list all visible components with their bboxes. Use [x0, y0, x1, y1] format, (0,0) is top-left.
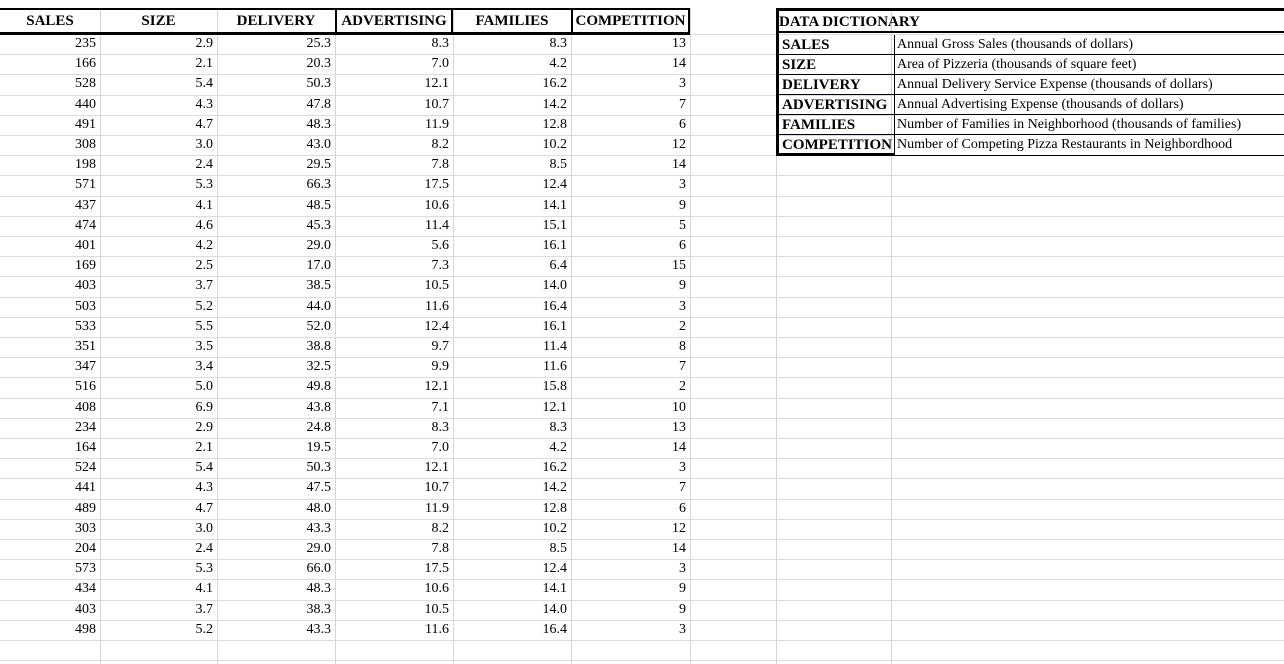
cell-families[interactable]: 16.4	[542, 299, 567, 314]
dictionary-definition[interactable]: Area of Pizzeria (thousands of square feet)	[894, 55, 1284, 75]
cell-competition[interactable]: 13	[672, 420, 686, 435]
cell-size[interactable]: 5.2	[195, 622, 213, 637]
cell-families[interactable]: 12.1	[542, 400, 567, 415]
cell-competition[interactable]: 5	[679, 218, 686, 233]
cell-size[interactable]: 3.0	[195, 137, 213, 152]
table-row	[0, 297, 690, 316]
cell-sales[interactable]: 498	[75, 622, 96, 637]
cell-advertising[interactable]: 8.2	[431, 521, 449, 536]
table-row	[0, 135, 690, 154]
cell-families[interactable]: 14.0	[542, 278, 567, 293]
cell-competition[interactable]: 7	[679, 480, 686, 495]
cell-delivery[interactable]: 29.0	[306, 541, 331, 556]
dictionary-entry	[779, 55, 1284, 75]
cell-competition[interactable]: 6	[679, 117, 686, 132]
cell-advertising[interactable]: 9.7	[431, 339, 449, 354]
column-header-row	[0, 8, 690, 35]
cell-delivery[interactable]: 32.5	[306, 359, 331, 374]
cell-competition[interactable]: 9	[679, 278, 686, 293]
cell-size[interactable]: 3.4	[195, 359, 213, 374]
cell-size[interactable]: 4.3	[195, 480, 213, 495]
cell-size[interactable]: 5.0	[195, 379, 213, 394]
column-header-sales[interactable]: SALES	[26, 13, 74, 29]
table-row	[0, 418, 690, 437]
table-row	[0, 478, 690, 497]
cell-advertising[interactable]: 10.5	[424, 278, 449, 293]
cell-families[interactable]: 4.2	[549, 440, 567, 455]
dictionary-entry	[779, 95, 1284, 115]
grid-row-line	[0, 640, 1284, 641]
cell-competition[interactable]: 3	[679, 561, 686, 576]
cell-competition[interactable]: 14	[672, 440, 686, 455]
table-row	[0, 196, 690, 215]
cell-size[interactable]: 4.3	[195, 97, 213, 112]
column-header-delivery[interactable]: DELIVERY	[236, 13, 316, 29]
cell-advertising[interactable]: 7.8	[431, 541, 449, 556]
cell-size[interactable]: 5.5	[195, 319, 213, 334]
cell-sales[interactable]: 524	[75, 460, 96, 475]
cell-sales[interactable]: 234	[75, 420, 96, 435]
cell-families[interactable]: 12.8	[542, 117, 567, 132]
dictionary-term[interactable]: DELIVERY	[782, 77, 861, 93]
cell-sales[interactable]: 474	[75, 218, 96, 233]
cell-advertising[interactable]: 7.1	[431, 400, 449, 415]
cell-delivery[interactable]: 49.8	[306, 379, 331, 394]
cell-families[interactable]: 11.6	[543, 359, 567, 374]
table-row	[0, 256, 690, 275]
cell-sales[interactable]: 351	[75, 339, 96, 354]
cell-delivery[interactable]: 52.0	[306, 319, 331, 334]
cell-delivery[interactable]: 47.8	[306, 97, 331, 112]
cell-size[interactable]: 4.7	[195, 501, 213, 516]
cell-advertising[interactable]: 8.3	[431, 420, 449, 435]
cell-size[interactable]: 3.7	[195, 278, 213, 293]
cell-delivery[interactable]: 29.0	[306, 238, 331, 253]
cell-delivery[interactable]: 25.3	[306, 36, 331, 51]
cell-sales[interactable]: 489	[75, 501, 96, 516]
cell-advertising[interactable]: 10.6	[424, 581, 449, 596]
cell-delivery[interactable]: 66.3	[306, 177, 331, 192]
table-row	[0, 34, 690, 53]
dictionary-term[interactable]: SIZE	[782, 57, 817, 73]
cell-advertising[interactable]: 11.9	[425, 501, 449, 516]
column-header-families[interactable]: FAMILIES	[475, 13, 549, 29]
cell-sales[interactable]: 403	[75, 278, 96, 293]
cell-families[interactable]: 8.3	[549, 36, 567, 51]
cell-families[interactable]: 14.1	[542, 581, 567, 596]
cell-delivery[interactable]: 47.5	[306, 480, 331, 495]
cell-sales[interactable]: 571	[75, 177, 96, 192]
cell-sales[interactable]: 166	[75, 56, 96, 71]
cell-advertising[interactable]: 12.1	[424, 76, 449, 91]
cell-sales[interactable]: 573	[75, 561, 96, 576]
cell-advertising[interactable]: 10.5	[424, 602, 449, 617]
cell-families[interactable]: 10.2	[542, 521, 567, 536]
cell-delivery[interactable]: 20.3	[306, 56, 331, 71]
cell-delivery[interactable]: 38.5	[306, 278, 331, 293]
cell-sales[interactable]: 198	[75, 157, 96, 172]
cell-advertising[interactable]: 7.8	[431, 157, 449, 172]
cell-families[interactable]: 6.4	[549, 258, 567, 273]
cell-delivery[interactable]: 43.3	[306, 521, 331, 536]
cell-families[interactable]: 8.5	[549, 157, 567, 172]
cell-competition[interactable]: 7	[679, 359, 686, 374]
cell-sales[interactable]: 434	[75, 581, 96, 596]
cell-delivery[interactable]: 38.3	[306, 602, 331, 617]
dictionary-term[interactable]: SALES	[782, 37, 830, 53]
cell-sales[interactable]: 491	[75, 117, 96, 132]
cell-competition[interactable]: 12	[672, 137, 686, 152]
cell-size[interactable]: 5.4	[195, 76, 213, 91]
dictionary-definition[interactable]: Number of Competing Pizza Restaurants in Neighbordhood	[894, 135, 1284, 155]
cell-delivery[interactable]: 44.0	[306, 299, 331, 314]
cell-advertising[interactable]: 11.9	[425, 117, 449, 132]
cell-sales[interactable]: 164	[75, 440, 96, 455]
cell-competition[interactable]: 3	[679, 622, 686, 637]
cell-size[interactable]: 4.1	[195, 581, 213, 596]
dictionary-definition[interactable]: Annual Advertising Expense (thousands of dollars)	[894, 95, 1284, 115]
table-row	[0, 74, 690, 93]
cell-advertising[interactable]: 8.2	[431, 137, 449, 152]
cell-sales[interactable]: 503	[75, 299, 96, 314]
table-row	[0, 357, 690, 376]
cell-delivery[interactable]: 24.8	[306, 420, 331, 435]
cell-families[interactable]: 16.1	[542, 319, 567, 334]
cell-competition[interactable]: 12	[672, 521, 686, 536]
table-row	[0, 458, 690, 477]
table-row	[0, 499, 690, 518]
cell-advertising[interactable]: 17.5	[424, 177, 449, 192]
table-row	[0, 276, 690, 295]
cell-size[interactable]: 2.1	[195, 56, 213, 71]
cell-families[interactable]: 16.2	[542, 460, 567, 475]
data-dictionary-box	[776, 8, 1284, 156]
dictionary-term[interactable]: COMPETITION	[782, 137, 893, 153]
table-row	[0, 398, 690, 417]
cell-families[interactable]: 14.2	[542, 480, 567, 495]
dictionary-entry	[779, 115, 1284, 135]
cell-families[interactable]: 16.1	[542, 238, 567, 253]
cell-delivery[interactable]: 19.5	[306, 440, 331, 455]
cell-size[interactable]: 5.3	[195, 177, 213, 192]
cell-size[interactable]: 2.9	[195, 420, 213, 435]
cell-competition[interactable]: 14	[672, 157, 686, 172]
cell-advertising[interactable]: 10.7	[424, 97, 449, 112]
column-header-advertising[interactable]: ADVERTISING	[335, 10, 453, 32]
cell-families[interactable]: 10.2	[542, 137, 567, 152]
table-row	[0, 539, 690, 558]
dictionary-term[interactable]: ADVERTISING	[782, 97, 888, 113]
cell-size[interactable]: 2.4	[195, 541, 213, 556]
cell-advertising[interactable]: 17.5	[424, 561, 449, 576]
cell-delivery[interactable]: 17.0	[306, 258, 331, 273]
dictionary-entry	[779, 75, 1284, 95]
cell-size[interactable]: 6.9	[195, 400, 213, 415]
cell-families[interactable]: 14.1	[542, 198, 567, 213]
cell-families[interactable]: 12.4	[542, 177, 567, 192]
cell-sales[interactable]: 169	[75, 258, 96, 273]
cell-size[interactable]: 4.6	[195, 218, 213, 233]
cell-competition[interactable]: 13	[672, 36, 686, 51]
table-row	[0, 216, 690, 235]
cell-competition[interactable]: 14	[672, 541, 686, 556]
cell-sales[interactable]: 235	[75, 36, 96, 51]
cell-competition[interactable]: 14	[672, 56, 686, 71]
table-row	[0, 95, 690, 114]
cell-size[interactable]: 2.9	[195, 36, 213, 51]
cell-competition[interactable]: 2	[679, 379, 686, 394]
cell-size[interactable]: 5.4	[195, 460, 213, 475]
cell-advertising[interactable]: 12.1	[424, 379, 449, 394]
cell-size[interactable]: 4.2	[195, 238, 213, 253]
cell-competition[interactable]: 15	[672, 258, 686, 273]
cell-sales[interactable]: 408	[75, 400, 96, 415]
cell-advertising[interactable]: 11.4	[425, 218, 449, 233]
cell-families[interactable]: 15.8	[542, 379, 567, 394]
table-row	[0, 155, 690, 174]
cell-competition[interactable]: 3	[679, 76, 686, 91]
dictionary-entry	[779, 35, 1284, 55]
data-dictionary-title: DATA DICTIONARY	[779, 14, 921, 30]
cell-advertising[interactable]: 11.6	[425, 299, 449, 314]
table-row	[0, 236, 690, 255]
dictionary-definition[interactable]: Annual Delivery Service Expense (thousands of dollars)	[894, 75, 1284, 95]
table-row	[0, 600, 690, 619]
cell-sales[interactable]: 204	[75, 541, 96, 556]
dictionary-definition[interactable]: Annual Gross Sales (thousands of dollars)	[894, 35, 1284, 55]
column-header-size[interactable]: SIZE	[141, 13, 176, 29]
cell-size[interactable]: 2.5	[195, 258, 213, 273]
cell-sales[interactable]: 347	[75, 359, 96, 374]
table-row	[0, 377, 690, 396]
cell-families[interactable]: 8.3	[549, 420, 567, 435]
cell-delivery[interactable]: 50.3	[306, 460, 331, 475]
cell-families[interactable]: 4.2	[549, 56, 567, 71]
cell-advertising[interactable]: 7.0	[431, 440, 449, 455]
cell-sales[interactable]: 516	[75, 379, 96, 394]
cell-size[interactable]: 3.0	[195, 521, 213, 536]
cell-size[interactable]: 3.5	[195, 339, 213, 354]
cell-delivery[interactable]: 50.3	[306, 76, 331, 91]
grid-row-line	[0, 660, 1284, 661]
cell-advertising[interactable]: 12.1	[424, 460, 449, 475]
cell-delivery[interactable]: 66.0	[306, 561, 331, 576]
cell-families[interactable]: 15.1	[542, 218, 567, 233]
cell-families[interactable]: 14.0	[542, 602, 567, 617]
cell-sales[interactable]: 528	[75, 76, 96, 91]
table-row	[0, 115, 690, 134]
cell-size[interactable]: 4.7	[195, 117, 213, 132]
cell-size[interactable]: 5.2	[195, 299, 213, 314]
table-row	[0, 438, 690, 457]
cell-delivery[interactable]: 48.0	[306, 501, 331, 516]
cell-size[interactable]: 2.1	[195, 440, 213, 455]
cell-delivery[interactable]: 48.3	[306, 117, 331, 132]
table-row	[0, 54, 690, 73]
cell-delivery[interactable]: 43.3	[306, 622, 331, 637]
cell-competition[interactable]: 9	[679, 581, 686, 596]
table-row	[0, 579, 690, 598]
cell-sales[interactable]: 440	[75, 97, 96, 112]
cell-sales[interactable]: 437	[75, 198, 96, 213]
grid-column-line	[690, 8, 691, 664]
cell-delivery[interactable]: 43.0	[306, 137, 331, 152]
cell-delivery[interactable]: 45.3	[306, 218, 331, 233]
cell-families[interactable]: 14.2	[542, 97, 567, 112]
cell-delivery[interactable]: 38.8	[306, 339, 331, 354]
dictionary-definition[interactable]: Number of Families in Neighborhood (thousands of families)	[894, 115, 1284, 135]
cell-delivery[interactable]: 48.3	[306, 581, 331, 596]
cell-advertising[interactable]: 7.3	[431, 258, 449, 273]
cell-advertising[interactable]: 11.6	[425, 622, 449, 637]
cell-families[interactable]: 16.4	[542, 622, 567, 637]
cell-competition[interactable]: 9	[679, 198, 686, 213]
cell-delivery[interactable]: 48.5	[306, 198, 331, 213]
cell-competition[interactable]: 10	[672, 400, 686, 415]
dictionary-term[interactable]: FAMILIES	[782, 117, 856, 133]
cell-size[interactable]: 5.3	[195, 561, 213, 576]
table-row	[0, 317, 690, 336]
table-row	[0, 620, 690, 639]
cell-sales[interactable]: 441	[75, 480, 96, 495]
cell-families[interactable]: 8.5	[549, 541, 567, 556]
table-row	[0, 175, 690, 194]
cell-competition[interactable]: 8	[679, 339, 686, 354]
table-row	[0, 559, 690, 578]
cell-size[interactable]: 2.4	[195, 157, 213, 172]
cell-families[interactable]: 11.4	[543, 339, 567, 354]
cell-advertising[interactable]: 8.3	[431, 36, 449, 51]
cell-advertising[interactable]: 10.6	[424, 198, 449, 213]
table-row	[0, 519, 690, 538]
cell-competition[interactable]: 6	[679, 501, 686, 516]
cell-sales[interactable]: 403	[75, 602, 96, 617]
column-header-competition[interactable]: COMPETITION	[571, 10, 690, 32]
cell-sales[interactable]: 401	[75, 238, 96, 253]
cell-competition[interactable]: 3	[679, 460, 686, 475]
cell-competition[interactable]: 6	[679, 238, 686, 253]
cell-size[interactable]: 4.1	[195, 198, 213, 213]
table-row	[0, 337, 690, 356]
cell-competition[interactable]: 3	[679, 299, 686, 314]
cell-sales[interactable]: 533	[75, 319, 96, 334]
cell-advertising[interactable]: 5.6	[431, 238, 449, 253]
cell-competition[interactable]: 3	[679, 177, 686, 192]
cell-size[interactable]: 3.7	[195, 602, 213, 617]
cell-sales[interactable]: 308	[75, 137, 96, 152]
cell-competition[interactable]: 9	[679, 602, 686, 617]
cell-delivery[interactable]: 43.8	[306, 400, 331, 415]
cell-advertising[interactable]: 10.7	[424, 480, 449, 495]
cell-sales[interactable]: 303	[75, 521, 96, 536]
cell-competition[interactable]: 7	[679, 97, 686, 112]
dictionary-entry	[779, 135, 1284, 155]
cell-advertising[interactable]: 9.9	[431, 359, 449, 374]
cell-advertising[interactable]: 7.0	[431, 56, 449, 71]
cell-families[interactable]: 16.2	[542, 76, 567, 91]
data-dictionary-title-cell[interactable]	[779, 11, 1284, 33]
cell-families[interactable]: 12.8	[542, 501, 567, 516]
cell-competition[interactable]: 2	[679, 319, 686, 334]
cell-families[interactable]: 12.4	[542, 561, 567, 576]
cell-delivery[interactable]: 29.5	[306, 157, 331, 172]
cell-advertising[interactable]: 12.4	[424, 319, 449, 334]
